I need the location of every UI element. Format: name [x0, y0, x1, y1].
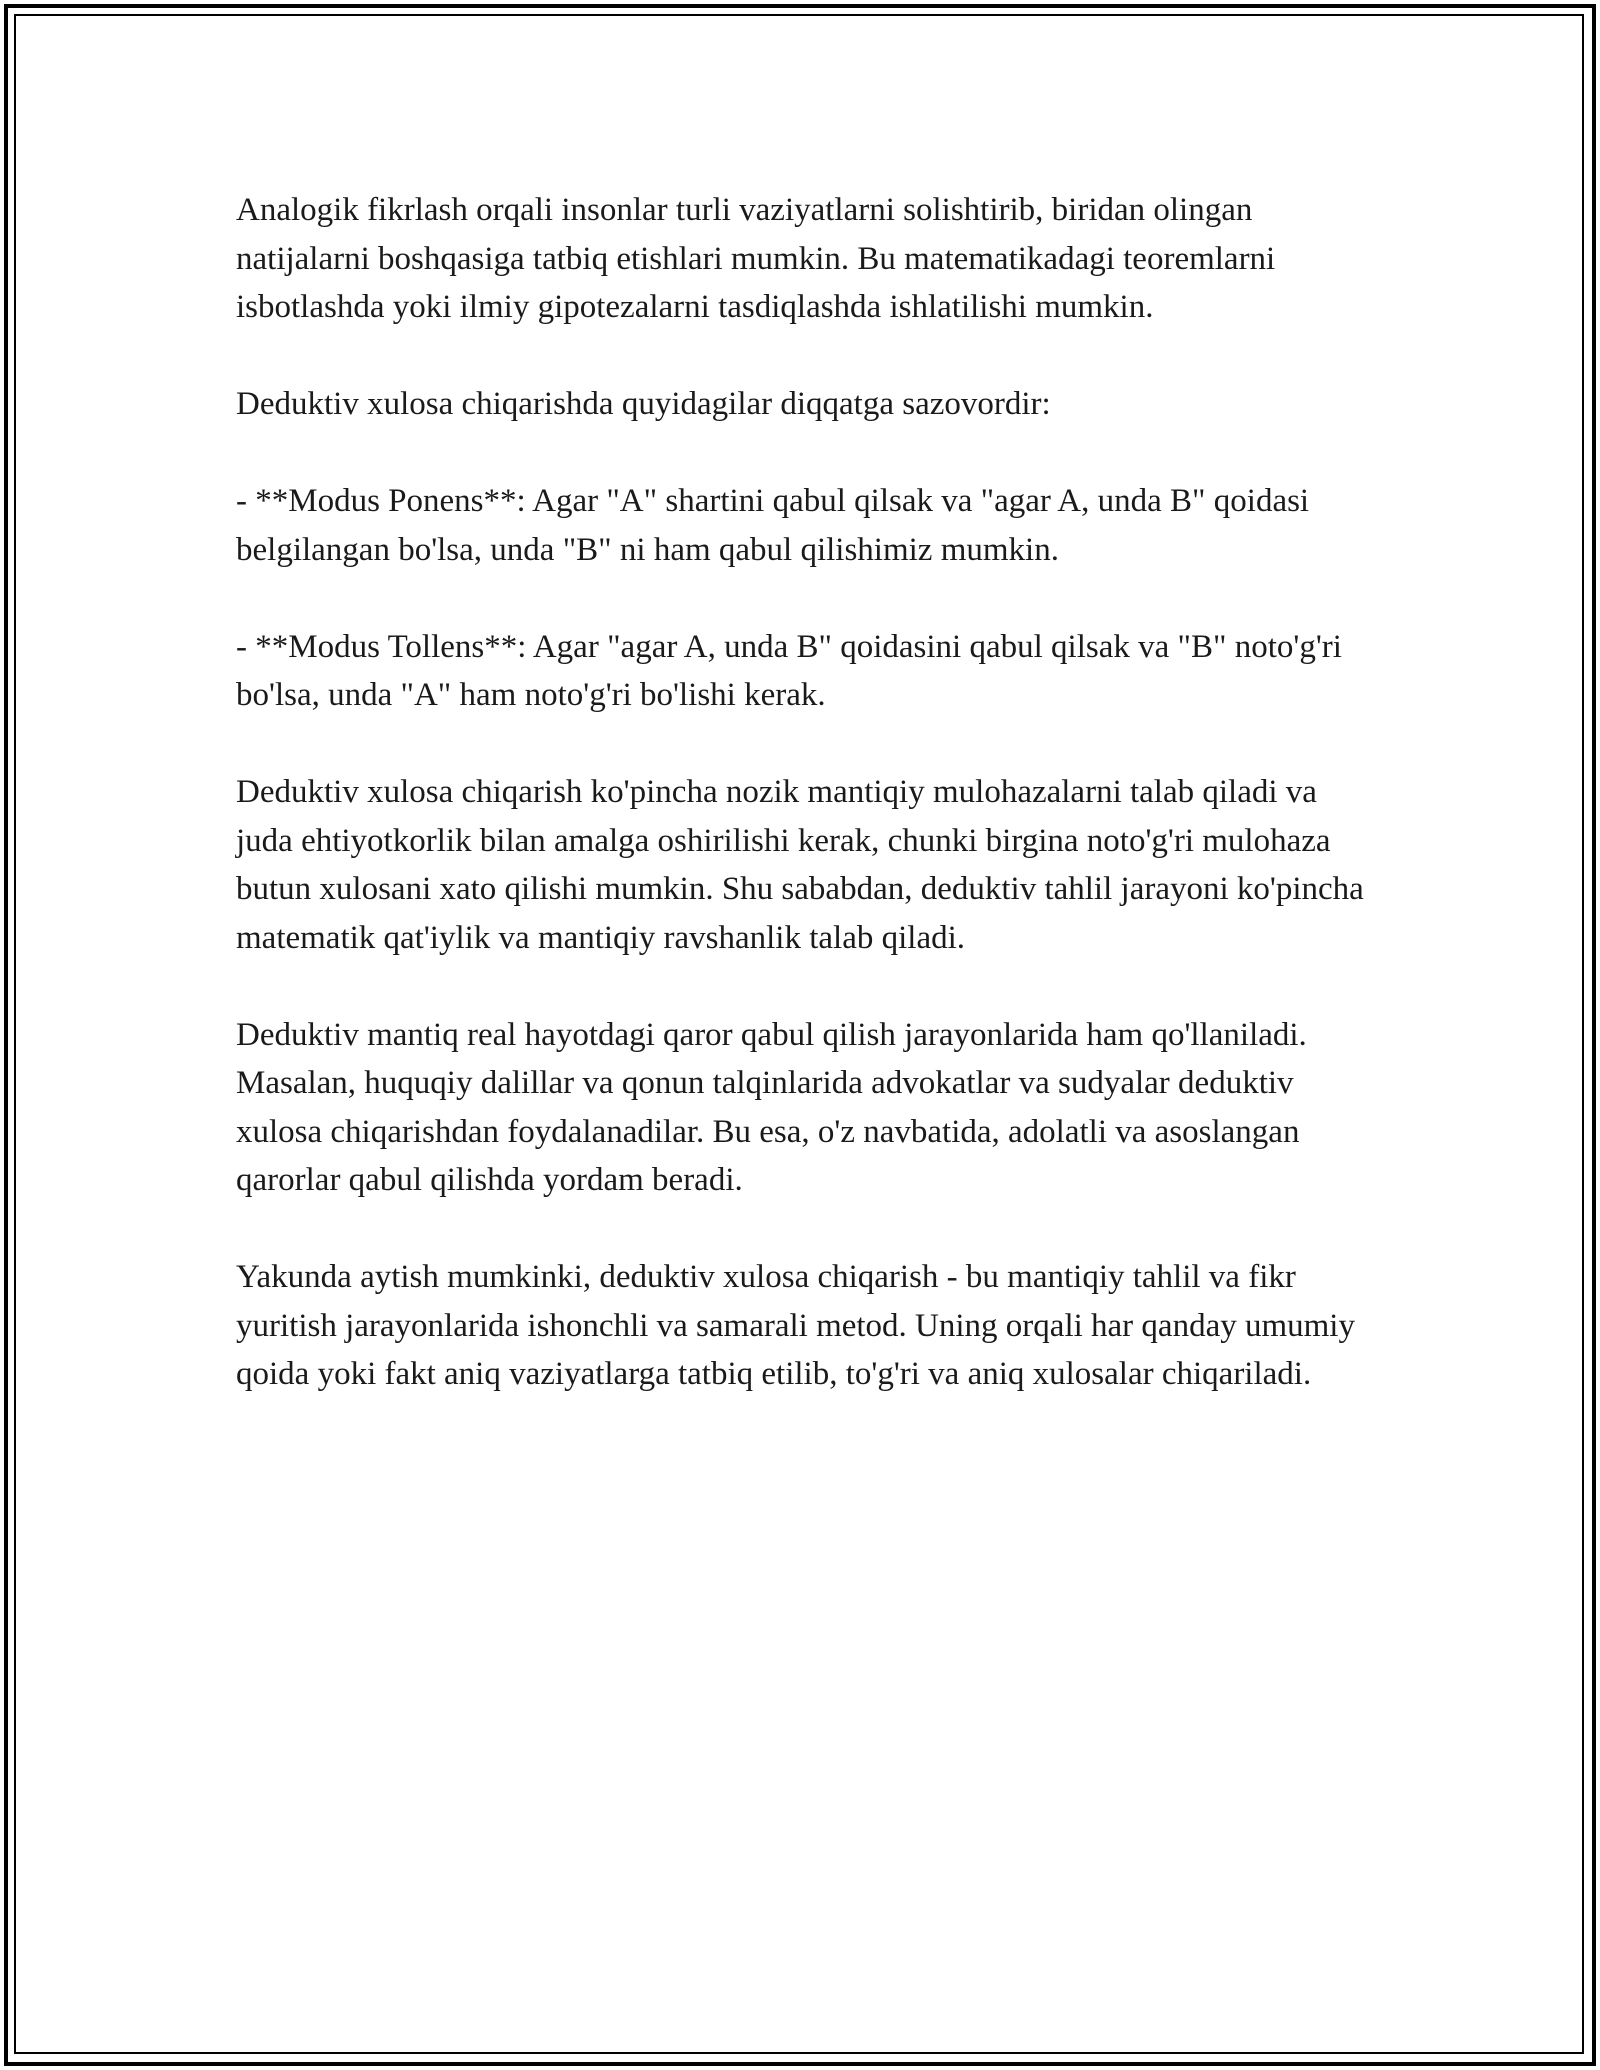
paragraph-analogical-thinking: Analogik fikrlash orqali insonlar turli vaziyatlarni solishtirib, biridan olingan natijalarni boshqasiga tatbiq etishlari mumkin. Bu matematikadagi teoremlarni isbotlashda yoki ilmiy gipotezalarni tasdiqlashda ishlatilishi mumkin. — [236, 192, 1276, 325]
paragraph-conclusion: Yakunda aytish mumkinki, deduktiv xulosa chiqarish - bu mantiqiy tahlil va fikr yuritish jarayonlarida ishonchli va samarali metod. Uning orqali har qanday umumiy qoida yoki fakt aniq vaziyatlarga tatbiq etilib, to'g'ri va aniq xulosalar chiqariladi. — [236, 1259, 1355, 1392]
list-item-modus-ponens: - **Modus Ponens**: Agar "A" shartini qabul qilsak va "agar A, unda B" qoidasi belgilangan bo'lsa, unda "B" ni ham qabul qilishimiz mumkin. — [236, 483, 1310, 568]
paragraph-deductive-intro: Deduktiv xulosa chiqarishda quyidagilar diqqatga sazovordir: — [236, 386, 1051, 422]
paragraph-deductive-care: Deduktiv xulosa chiqarish ko'pincha nozik mantiqiy mulohazalarni talab qiladi va juda ehtiyotkorlik bilan amalga oshirilishi kerak, chunki birgina noto'g'ri mulohaza butun xulosani xato qilishi mumkin. Shu sababdan, deduktiv tahlil jarayoni ko'pincha matematik qat'iylik va mantiqiy ravshanlik talab qiladi. — [236, 774, 1364, 956]
paragraph-real-life: Deduktiv mantiq real hayotdagi qaror qabul qilish jarayonlarida ham qo'llaniladi. Masalan, huquqiy dalillar va qonun talqinlarida advokatlar va sudyalar deduktiv xulosa chiqarishdan foydalanadilar. Bu esa, o'z navbatida, adolatli va asoslangan qarorlar qabul qilishda yordam beradi. — [236, 1016, 1307, 1198]
document-body — [236, 186, 1376, 1447]
list-item-modus-tollens: - **Modus Tollens**: Agar "agar A, unda B" qoidasini qabul qilsak va "B" noto'g'ri bo'lsa, unda "A" ham noto'g'ri bo'lishi kerak. — [236, 628, 1342, 713]
